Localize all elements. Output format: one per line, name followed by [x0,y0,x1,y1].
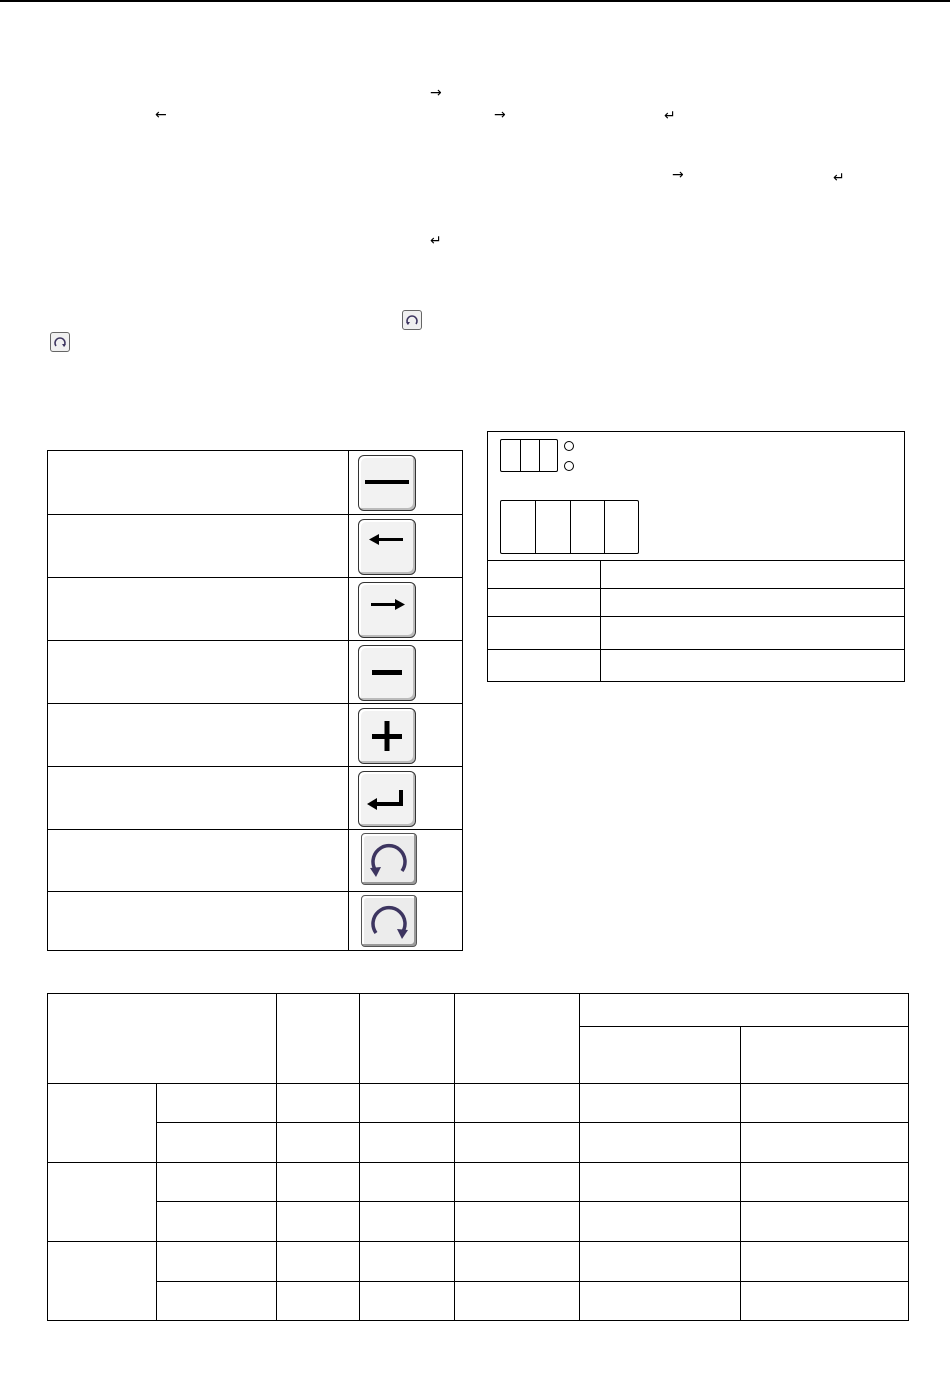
rotate-ccw-icon [402,310,422,330]
table-row-line [579,1026,908,1027]
table-column-line [454,994,455,1320]
enter-key-button[interactable] [358,771,416,827]
key-description [48,451,348,514]
top-rule [0,0,950,2]
four-digit-display [500,500,639,554]
display-legend-row [488,649,904,681]
minus-key-button[interactable] [358,645,416,701]
legend-label [488,650,601,681]
key-row-enter [48,766,462,829]
key-row-set [48,451,462,514]
key-cell [348,767,462,829]
indicator-led [564,461,574,471]
digit-divider [570,501,571,553]
key-description [48,641,348,703]
table-row-line [156,1122,908,1123]
key-function-table [47,450,463,951]
parameter-table [47,993,909,1321]
arrow-right-icon: → [430,85,442,101]
key-row-right [48,577,462,640]
rotate-ccw-icon [362,834,416,884]
key-description [48,830,348,891]
key-description [48,515,348,577]
rotate-cw-icon [50,332,70,352]
table-row-line [156,1201,908,1202]
right-arrow-key-button[interactable] [358,582,416,638]
table-column-line [359,994,360,1320]
digit-divider [535,501,536,553]
key-row-rotate-cw [48,891,462,950]
display-legend-row [488,616,904,649]
key-description [48,767,348,829]
key-cell [348,515,462,577]
key-cell [348,830,462,891]
key-row-plus [48,703,462,766]
digit-divider [604,501,605,553]
legend-label [488,617,601,649]
table-row-line [48,1083,908,1084]
display-legend-row [488,560,904,588]
table-column-line [579,994,580,1320]
arrow-left-icon [359,520,415,574]
enter-icon [359,772,415,826]
table-column-line [276,994,277,1320]
table-row-line [48,1162,908,1163]
display-legend-row [488,588,904,616]
legend-label [488,561,601,588]
minus-icon [359,646,415,700]
arrow-left-icon: ← [155,107,167,123]
left-arrow-key-button[interactable] [358,519,416,575]
table-column-line [740,1026,741,1320]
enter-icon: ↵ [664,108,676,124]
key-row-left [48,514,462,577]
key-cell [348,704,462,766]
key-description [48,704,348,766]
plus-icon [359,709,415,763]
table-row-line [48,1241,908,1242]
arrow-right-icon: → [494,107,506,123]
digit-divider [539,440,540,471]
table-row-line [156,1281,908,1282]
three-digit-display [500,439,558,472]
key-row-rotate-ccw [48,829,462,891]
arrow-right-icon [359,583,415,637]
long-dash-key-button[interactable] [358,455,416,511]
enter-icon: ↵ [430,233,442,249]
arrow-right-icon: → [672,167,684,183]
plus-key-button[interactable] [358,708,416,764]
key-cell [348,641,462,703]
key-description [48,578,348,640]
digit-divider [520,440,521,471]
rotate-ccw-key-button[interactable] [361,833,417,885]
display-panel [487,431,905,682]
indicator-led [564,441,574,451]
rotate-cw-icon [362,896,416,946]
long-dash-icon [359,456,415,510]
key-cell [348,892,462,950]
key-row-minus [48,640,462,703]
enter-icon: ↵ [833,170,845,186]
key-cell [348,451,462,514]
key-description [48,892,348,950]
rotate-cw-key-button[interactable] [361,895,417,947]
legend-label [488,589,601,616]
key-cell [348,578,462,640]
